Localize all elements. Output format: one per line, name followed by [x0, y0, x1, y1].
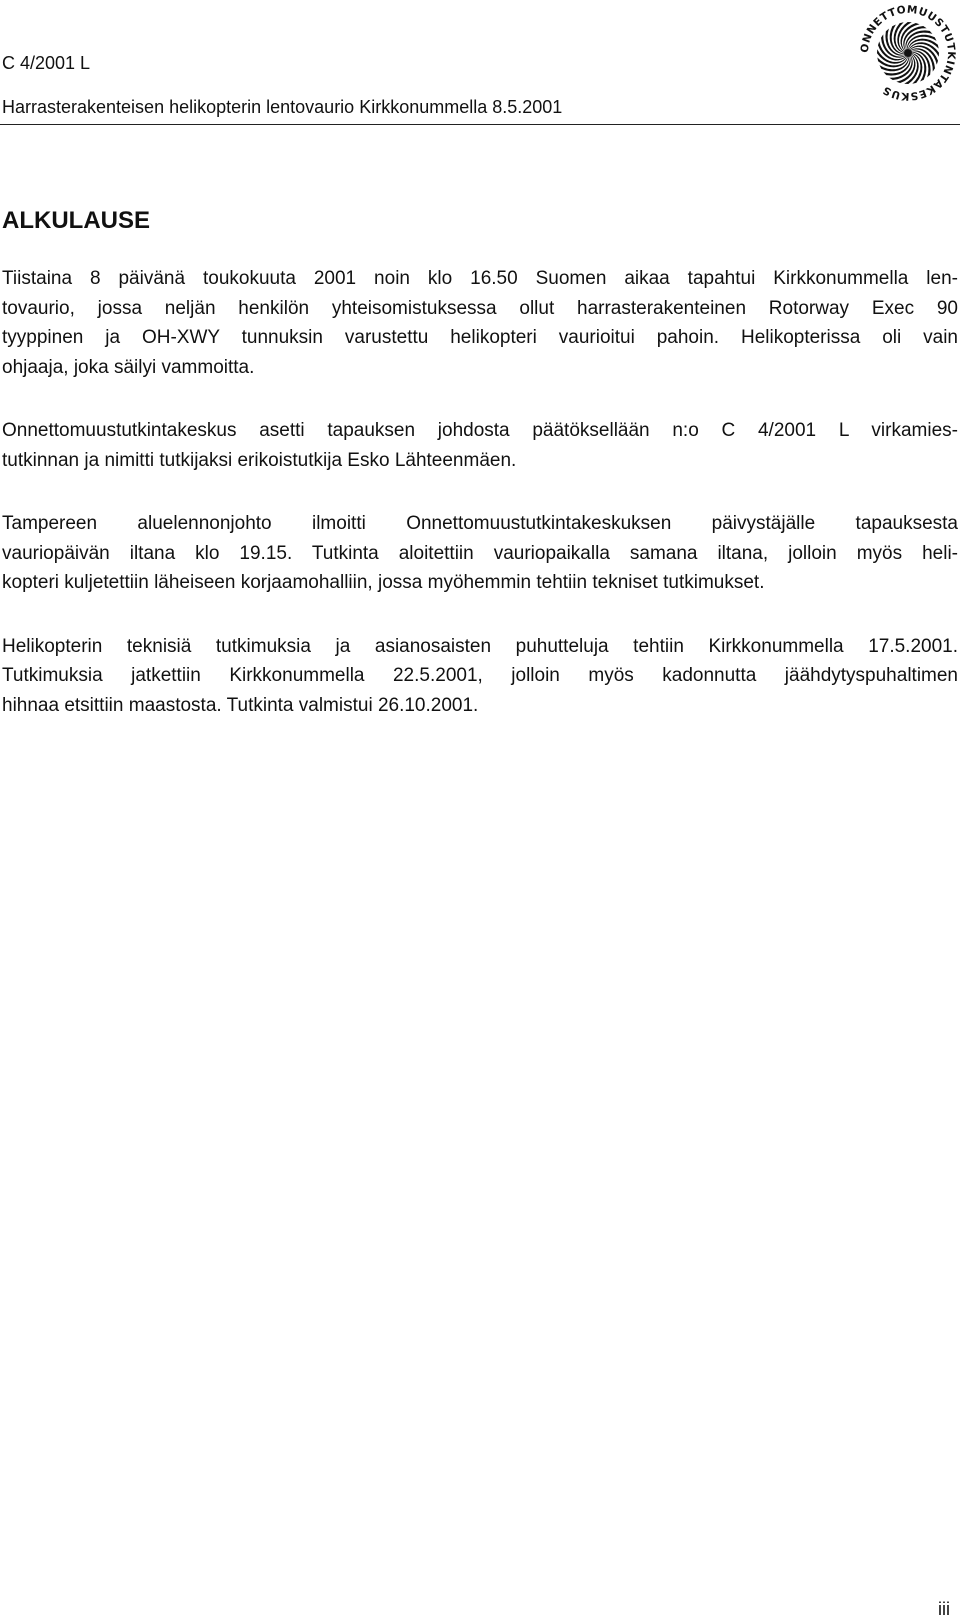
text-line: Tiistaina 8 päivänä toukokuuta 2001 noin klo 16.50 Suomen aikaa tapahtui Kirkkonummella len- — [2, 268, 958, 289]
text-line: Tampereen aluelennonjohto ilmoitti Onnettomuustutkintakeskuksen päivystäjälle tapauksesta — [2, 513, 958, 534]
paragraph — [2, 416, 958, 475]
text-line: tyyppinen ja OH-XWY tunnuksin varustettu helikopteri vaurioitui pahoin. Helikopterissa oli vain — [2, 327, 958, 348]
paragraph — [2, 264, 958, 382]
header-divider — [0, 124, 960, 125]
text-line: kopteri kuljetettiin läheiseen korjaamohalliin, jossa myöhemmin tehtiin tekniset tutkimukset. — [2, 572, 765, 593]
text-line: Helikopterin teknisiä tutkimuksia ja asianosaisten puhutteluja tehtiin Kirkkonummella 17.5.2001. — [2, 635, 958, 657]
logo-ring-text: ONNETTOMUUSTUTKINTAKESKUS — [858, 3, 958, 103]
section-title: ALKULAUSE — [2, 207, 150, 234]
page-number: iii — [938, 1599, 950, 1619]
paragraph — [2, 509, 958, 598]
accident-investigation-board-logo — [858, 0, 958, 106]
report-id: C 4/2001 L — [2, 53, 91, 73]
text-line: tutkinnan ja nimitti tutkijaksi erikoistutkija Esko Lähteenmäen. — [2, 449, 517, 471]
report-subtitle: Harrasterakenteisen helikopterin lentovaurio Kirkkonummella 8.5.2001 — [2, 97, 563, 117]
text-line: hihnaa etsittiin maastosta. Tutkinta valmistui 26.10.2001. — [2, 694, 479, 716]
text-line: Onnettomuustutkintakeskus asetti tapauksen johdosta päätöksellään n:o C 4/2001 L virkamies- — [2, 420, 958, 441]
text-line: ohjaaja, joka säilyi vammoitta. — [2, 356, 255, 378]
page-header — [0, 0, 960, 130]
body-text — [2, 264, 958, 754]
text-line: Tutkimuksia jatkettiin Kirkkonummella 22.5.2001, jolloin myös kadonnutta jäähdytyspuhaltimen — [2, 665, 958, 686]
paragraph — [2, 632, 958, 721]
text-line: tovaurio, jossa neljän henkilön yhteisomistuksessa ollut harrasterakenteinen Rotorway Exec 90 — [2, 297, 958, 319]
text-line: vauriopäivän iltana klo 19.15. Tutkinta aloitettiin vauriopaikalla samana iltana, jolloin myös heli- — [2, 542, 958, 564]
